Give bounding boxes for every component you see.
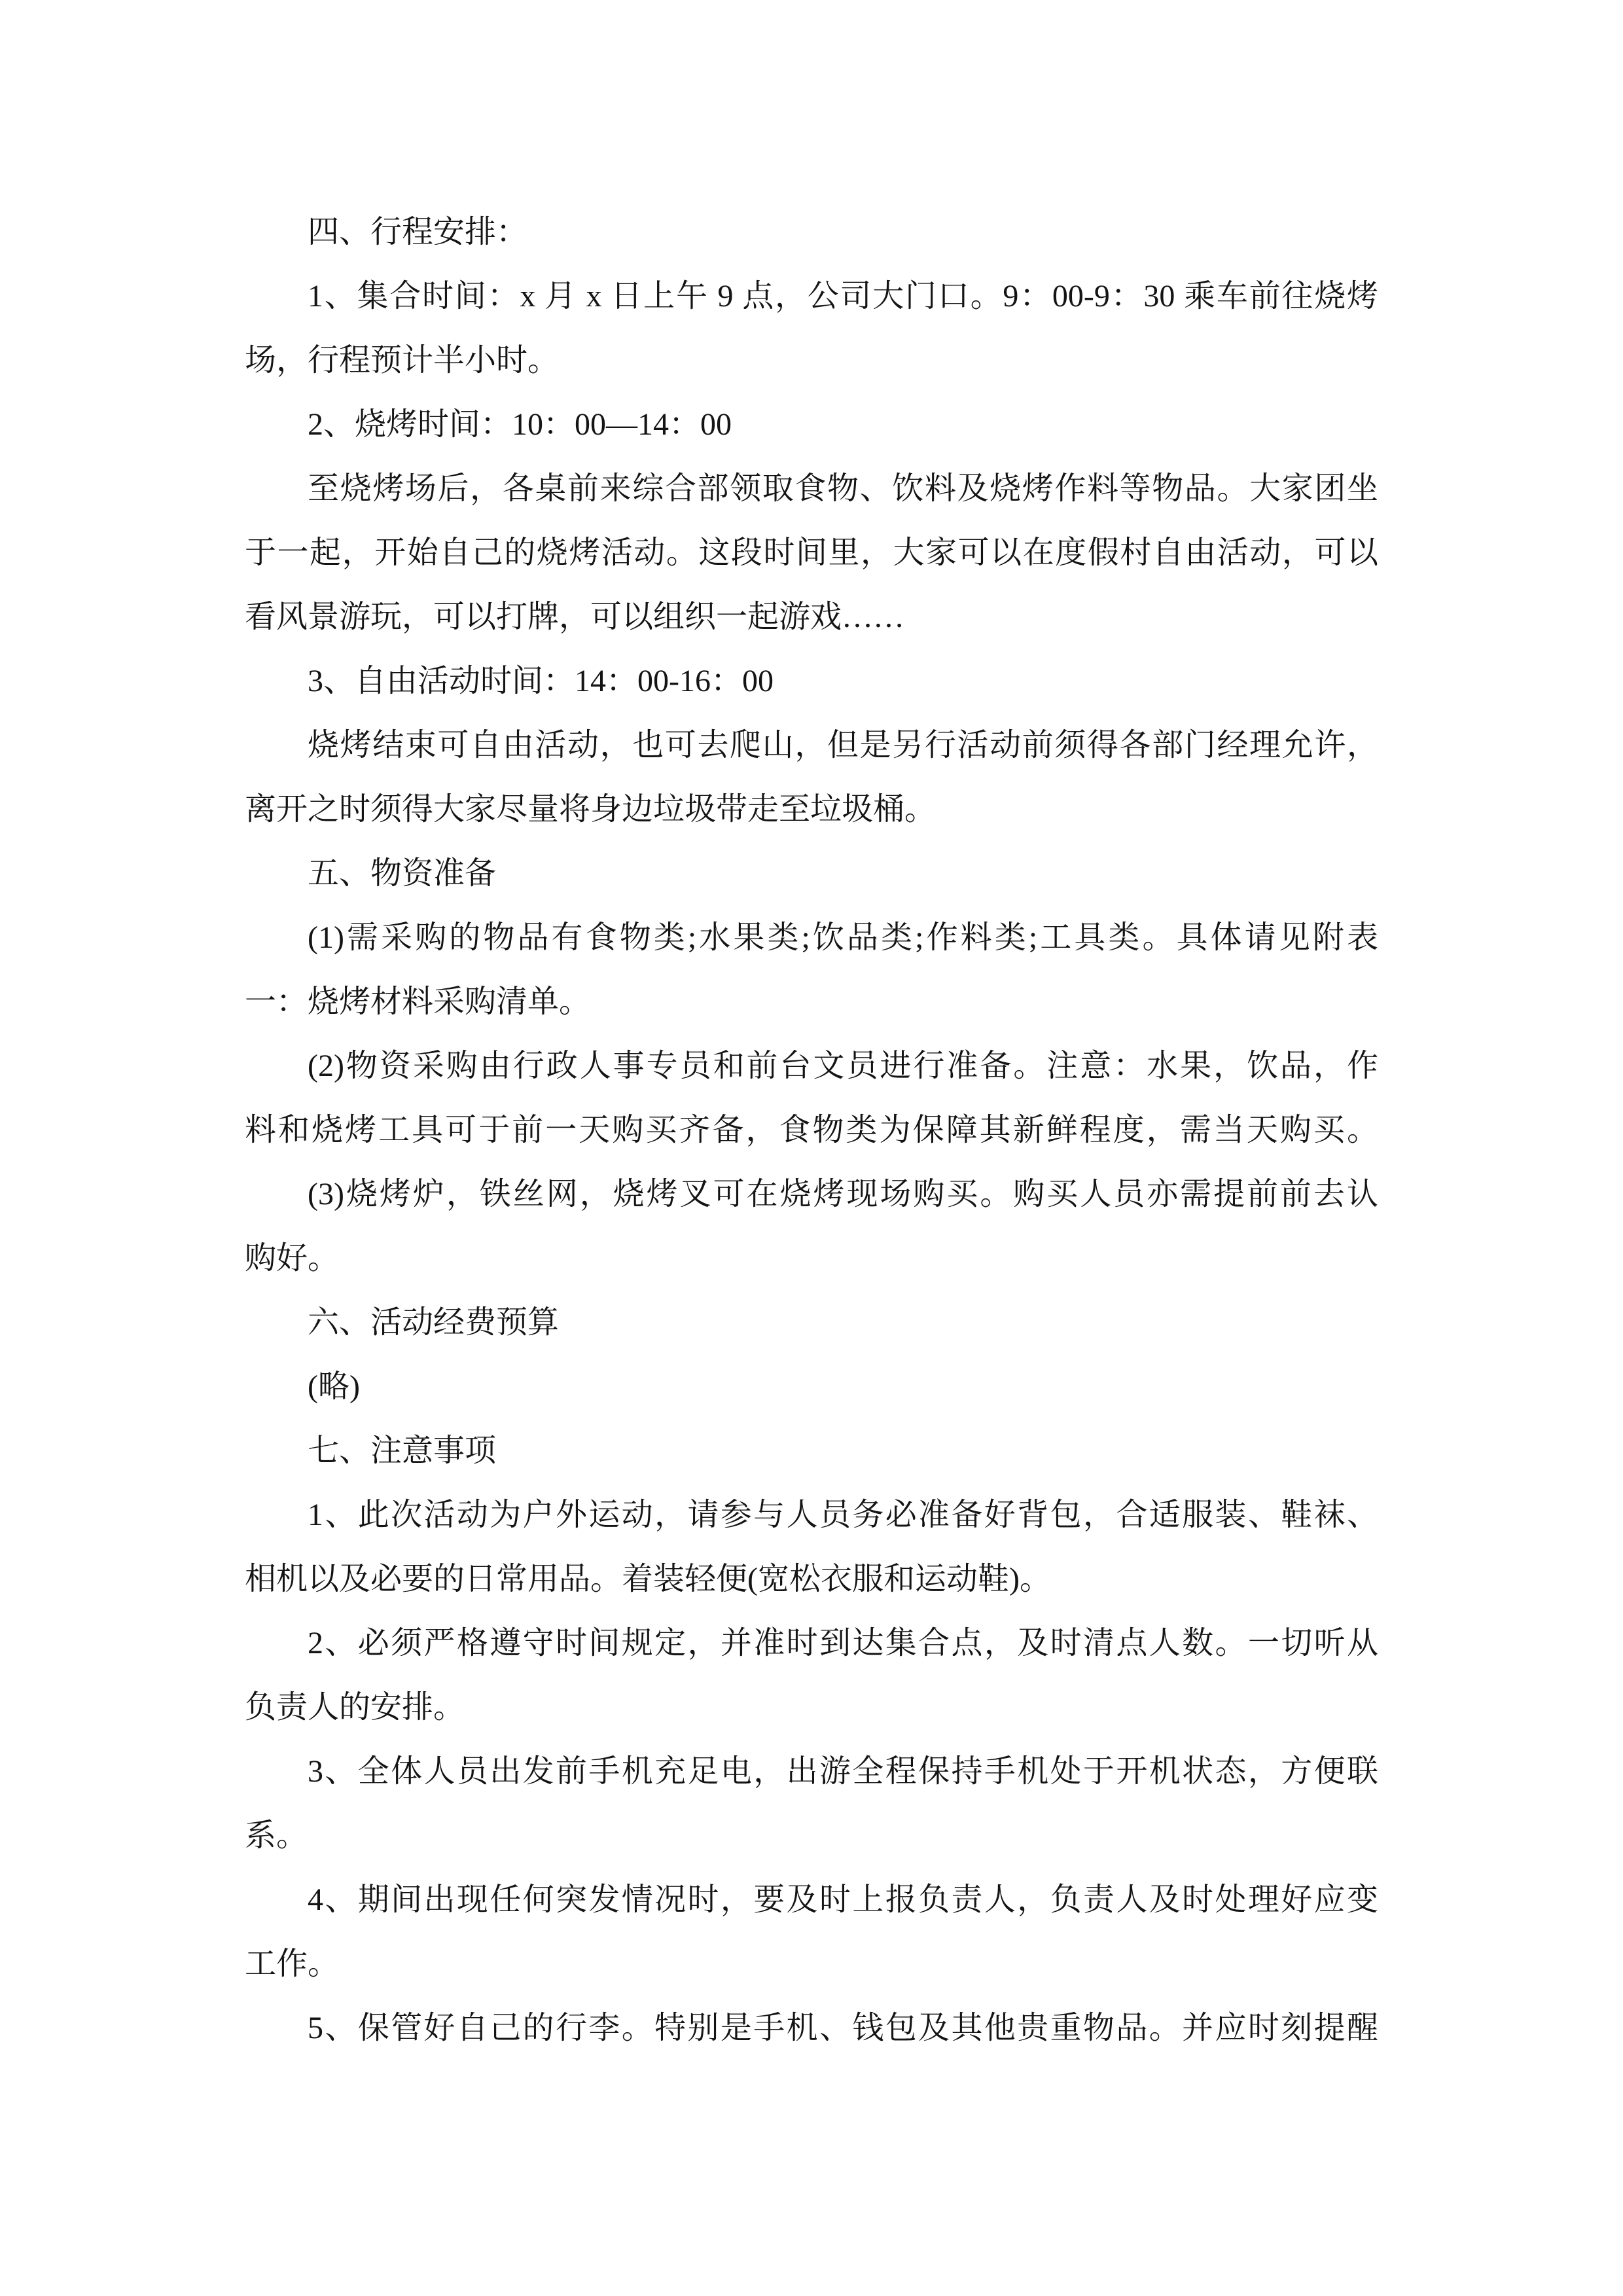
text-line: 料和烧烤工具可于前一天购买齐备，食物类为保障其新鲜程度，需当天购买。 [245, 1113, 1378, 1147]
text-line: 五、物资准备 [308, 856, 497, 891]
text-line: 2、烧烤时间：10：00—14：00 [308, 407, 732, 442]
text-line: (2)物资采购由行政人事专员和前台文员进行准备。注意：水果，饮品，作 [308, 1049, 1378, 1083]
text-line: 六、活动经费预算 [308, 1305, 560, 1340]
text-line: 系。 [245, 1818, 308, 1853]
text-line: 至烧烤场后，各桌前来综合部领取食物、饮料及烧烤作料等物品。大家团坐 [308, 471, 1378, 506]
document-text-block [245, 200, 1378, 2060]
text-line: 2、必须严格遵守时间规定，并准时到达集合点，及时清点人数。一切听从 [308, 1626, 1378, 1660]
text-line: 工作。 [245, 1946, 340, 1981]
text-line: 场，行程预计半小时。 [245, 343, 560, 378]
text-line: (略) [308, 1369, 360, 1404]
text-line: (3)烧烤炉，铁丝网，烧烤叉可在烧烤现场购买。购买人员亦需提前前去认 [308, 1177, 1378, 1211]
text-line: 1、集合时间：x 月 x 日上午 9 点，公司大门口。9：00-9：30 乘车前往烧烤 [308, 279, 1378, 314]
text-line: (1)需采购的物品有食物类;水果类;饮品类;作料类;工具类。具体请见附表 [308, 920, 1378, 955]
text-line: 四、行程安排： [308, 215, 528, 249]
text-line: 一：烧烤材料采购清单。 [245, 984, 591, 1019]
text-line: 离开之时须得大家尽量将身边垃圾带走至垃圾桶。 [245, 792, 936, 827]
text-line: 于一起，开始自己的烧烤活动。这段时间里，大家可以在度假村自由活动，可以 [245, 535, 1378, 570]
text-line: 3、自由活动时间：14：00-16：00 [308, 664, 774, 698]
text-line: 负责人的安排。 [245, 1690, 465, 1725]
text-line: 5、保管好自己的行李。特别是手机、钱包及其他贵重物品。并应时刻提醒 [308, 2011, 1378, 2045]
text-line: 4、期间出现任何突发情况时，要及时上报负责人，负责人及时处理好应变 [308, 1882, 1378, 1917]
text-line: 相机以及必要的日常用品。着装轻便(宽松衣服和运动鞋)。 [245, 1562, 1051, 1596]
text-line: 烧烤结束可自由活动，也可去爬山，但是另行活动前须得各部门经理允许， [308, 728, 1378, 762]
text-line: 购好。 [245, 1241, 340, 1276]
text-line: 1、此次活动为户外运动，请参与人员务必准备好背包，合适服装、鞋袜、 [308, 1498, 1378, 1532]
text-line: 七、注意事项 [308, 1433, 497, 1468]
text-line: 3、全体人员出发前手机充足电，出游全程保持手机处于开机状态，方便联 [308, 1754, 1378, 1789]
text-line: 看风景游玩，可以打牌，可以组织一起游戏…… [245, 600, 905, 634]
